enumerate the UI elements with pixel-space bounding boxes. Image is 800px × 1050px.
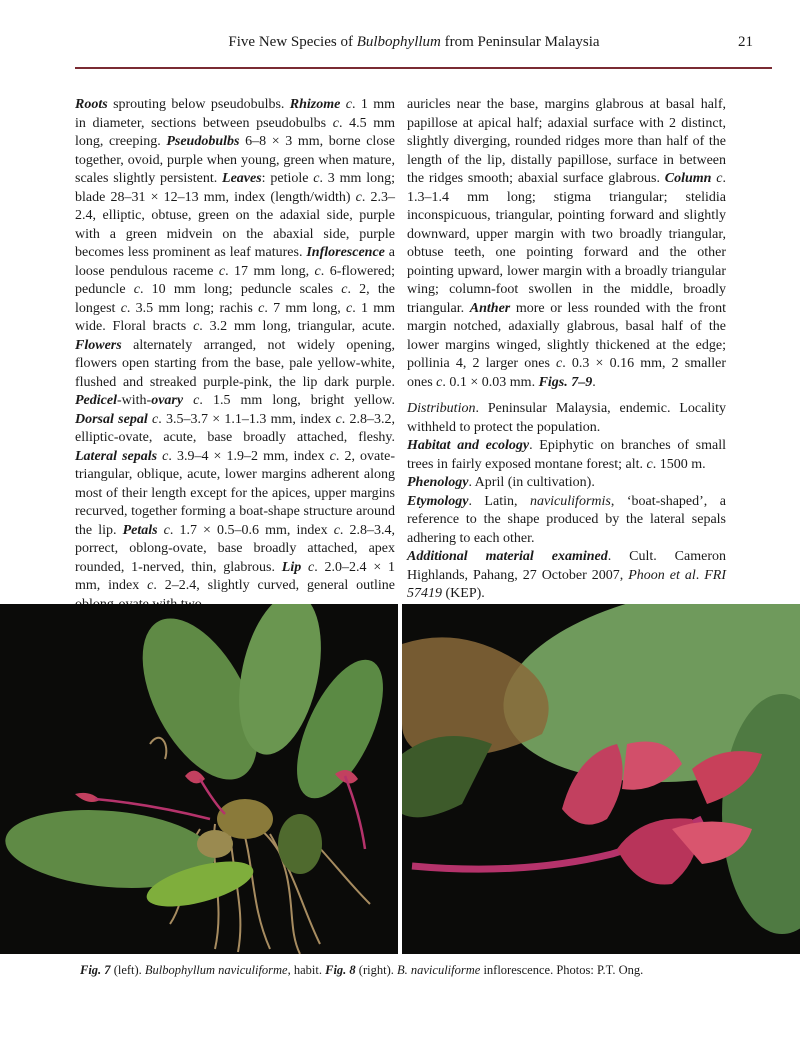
emphasis-run: Flowers [75, 337, 122, 353]
emphasis-run: c [346, 300, 353, 316]
text-run: . 4.5 mm long, creeping. [75, 115, 396, 149]
habitat-paragraph [407, 437, 726, 474]
text-run: a loose pendulous raceme [75, 245, 395, 279]
right-column [407, 96, 726, 604]
fig8-inflorescence-photo [402, 604, 800, 954]
emphasis-run: c [436, 374, 443, 390]
emphasis-run: c [120, 300, 127, 316]
phenology-paragraph [407, 474, 726, 493]
emphasis-run: Roots [75, 97, 108, 112]
text-run: . [695, 567, 705, 583]
emphasis-run: Pedicel [75, 393, 117, 408]
text-run: . 3.5 mm long; rachis [126, 300, 259, 316]
emphasis-run: Fig. 8 [325, 963, 356, 977]
emphasis-run: Distribution [407, 401, 476, 416]
text-run: auricles near the base, margins glabrous at basal half, papillose at apical half; adaxial surface with 2 distinct, slightly diverging, rounded ridges more than half of the length of the lip, distally papillose, surface in between the ridges smooth; abaxial surface glabrous. [407, 97, 726, 186]
emphasis-run: c [258, 300, 265, 316]
text-run: . 3.2 mm long, triangular, acute. [199, 319, 395, 334]
emphasis-run: Rhizome [289, 97, 341, 112]
emphasis-run: c [313, 171, 320, 186]
text-run: inflorescence. Photos: P.T. Ong. [480, 963, 644, 977]
text-run: . 1.7 × 0.5–0.6 mm, index [169, 522, 334, 538]
text-run: . 3.9–4 × 1.9–2 mm, index [168, 448, 330, 464]
text-run [183, 393, 193, 408]
text-run: . 1.3–1.4 mm long; stigma triangular; stelidia inconspicuous, triangular, pointing forward and slightly downward, upper margin with two broadly triangular, obtuse teeth, one pointing forward and the other pointing upward, lower margin with a broadly triangular wing; column-foot swollen in the middle, broadly triangular. [407, 171, 727, 316]
emphasis-run: c [355, 189, 362, 205]
running-header [75, 34, 753, 56]
emphasis-run: c [329, 448, 336, 464]
left-column [75, 96, 395, 614]
emphasis-run: c [556, 356, 563, 371]
text-run: (KEP). [442, 586, 485, 601]
text-run: , ‘boat-shaped’, a reference to the shape produced by the lateral sepals adhering to each other. [407, 493, 726, 546]
emphasis-run: Phenology [407, 475, 469, 490]
emphasis-run: Anther [469, 300, 511, 316]
text-run: . April (in cultivation). [468, 475, 595, 490]
text-run: (left). [110, 963, 145, 977]
emphasis-run: Dorsal sepal [75, 411, 148, 427]
text-run: . 1500 m. [652, 456, 706, 472]
emphasis-run: c [341, 282, 348, 297]
header-rule [75, 67, 772, 69]
emphasis-run: c [308, 559, 315, 575]
text-run: . 1 mm in diameter, sections between pseudobulbs [75, 97, 395, 131]
emphasis-run: c [332, 115, 339, 131]
emphasis-run: naviculiformis [529, 493, 611, 509]
text-run: . 2.8–3.2, elliptic-ovate, acute, base broadly attached, fleshy. [75, 411, 396, 445]
emphasis-run: B. naviculiforme [396, 963, 481, 977]
text-run: . 3.5–3.7 × 1.1–1.3 mm, index [158, 411, 336, 427]
text-run: . 1 mm wide. Floral bracts [75, 300, 395, 334]
running-title: Five New Species of Bulbophyllum from Peninsular Malaysia [228, 34, 600, 50]
emphasis-run: c [716, 171, 723, 186]
text-run: . Latin, [468, 493, 530, 509]
orchid-habit-illustration [0, 604, 398, 954]
text-run: . 6-flowered; peduncle [75, 263, 395, 297]
emphasis-run: Etymology [407, 493, 469, 509]
emphasis-run: Phoon et al [628, 567, 696, 583]
emphasis-run: c [218, 263, 226, 279]
emphasis-run: Leaves [222, 171, 262, 186]
emphasis-run: Petals [122, 522, 158, 538]
emphasis-run: c [335, 411, 342, 427]
text-run: , habit. [287, 963, 326, 977]
page-number: 21 [738, 34, 753, 50]
emphasis-run: Lip [281, 559, 302, 575]
figure-caption [80, 963, 780, 978]
emphasis-run: c [133, 282, 140, 297]
text-run: . 2, ovate-triangular, oblique, acute, lower margins adherent along most of their length except for the apices, upper margins recurved, together forming a boat-shape structure around the lip. [75, 448, 396, 538]
etymology-paragraph [407, 493, 726, 549]
emphasis-run: Habitat and ecology [407, 438, 530, 453]
text-run: . 1.5 mm long, bright yellow. [199, 393, 395, 408]
text-run: more or less rounded with the front margin notched, adaxially glabrous, basal half of the lower margins winged, slightly thickened at the edge; pollinia 4, 2 larger ones [407, 300, 726, 371]
emphasis-run: Column [664, 171, 712, 186]
emphasis-run: Additional material examined [407, 549, 608, 564]
text-run: alternately arranged, not widely opening, flowers open starting from the base, pale yellow-white, flushed and streaked purple-pink, the lip dark purple. [75, 337, 395, 390]
text-run: . 10 mm long; peduncle scales [139, 282, 342, 297]
text-run: . Peninsular Malaysia, endemic. Locality withheld to protect the population. [407, 401, 726, 435]
emphasis-run: Bulbophyllum naviculiforme [144, 963, 288, 977]
species-description [75, 96, 395, 614]
orchid-inflorescence-illustration [402, 604, 800, 954]
emphasis-run: c [151, 411, 159, 427]
emphasis-run: Fig. 7 [80, 963, 111, 977]
text-run: . 0.3 × 0.16 mm, 2 smaller ones [407, 356, 726, 390]
emphasis-run: c [147, 578, 154, 593]
text-run: . 0.1 × 0.03 mm. [442, 374, 539, 390]
text-run: . 3 mm long; blade 28–31 × 12–13 mm, index (length/width) [75, 171, 395, 205]
emphasis-run: Inflorescence [306, 245, 385, 260]
text-run: . 17 mm long, [225, 263, 315, 279]
running-title-genus: Bulbophyllum [356, 34, 441, 50]
emphasis-run: c [345, 97, 352, 112]
emphasis-run: c [333, 522, 340, 538]
emphasis-run: FRI 57419 [407, 567, 727, 601]
distribution-paragraph [407, 400, 726, 437]
text-run: . 2.0–2.4 × 1 mm, index [75, 559, 396, 593]
emphasis-run: c [646, 456, 653, 472]
emphasis-run: Pseudobulbs [166, 134, 240, 149]
text-run: sprouting below pseudobulbs. [107, 97, 290, 112]
emphasis-run: c [162, 448, 169, 464]
text-run: . 2–2.4, slightly curved, general outline [153, 578, 395, 593]
text-run: . 2.3–2.4, elliptic, obtuse, green on the adaxial side, purple with a green midvein on the abaxial side, purple becomes less prominent as leaf matures. [75, 189, 395, 260]
text-run: . 7 mm long, [264, 300, 346, 316]
text-run: . Epiphytic on branches of small trees in fairly exposed montane forest; alt. [407, 438, 726, 472]
text-run: : petiole [261, 171, 314, 186]
text-run: -with- [116, 393, 152, 408]
text-run: (right). [355, 963, 397, 977]
text-run [301, 560, 308, 575]
emphasis-run: c [163, 522, 170, 538]
description-continued [407, 96, 726, 392]
material-paragraph [407, 548, 726, 604]
emphasis-run: c [314, 263, 321, 279]
text-run: 6–8 × 3 mm, borne close together, ovoid, purple when young, green when mature, scales slightly persistent. [75, 134, 395, 186]
fig7-habit-photo [0, 604, 398, 954]
emphasis-run: c [193, 393, 200, 408]
emphasis-run: Lateral sepals [75, 448, 158, 464]
emphasis-run: c [193, 319, 200, 334]
emphasis-run: Figs. 7–9 [538, 374, 593, 390]
emphasis-run: ovary [151, 393, 184, 408]
text-run: . [592, 374, 596, 390]
text-run: . 2, the longest [75, 282, 395, 316]
text-run: . 2.8–3.4, porrect, oblong-ovate, base broadly attached, apex rounded, 1-nerved, thin, glabrous. [75, 522, 396, 575]
text-run: . Cult. Cameron Highlands, Pahang, 27 October 2007, [407, 549, 726, 583]
